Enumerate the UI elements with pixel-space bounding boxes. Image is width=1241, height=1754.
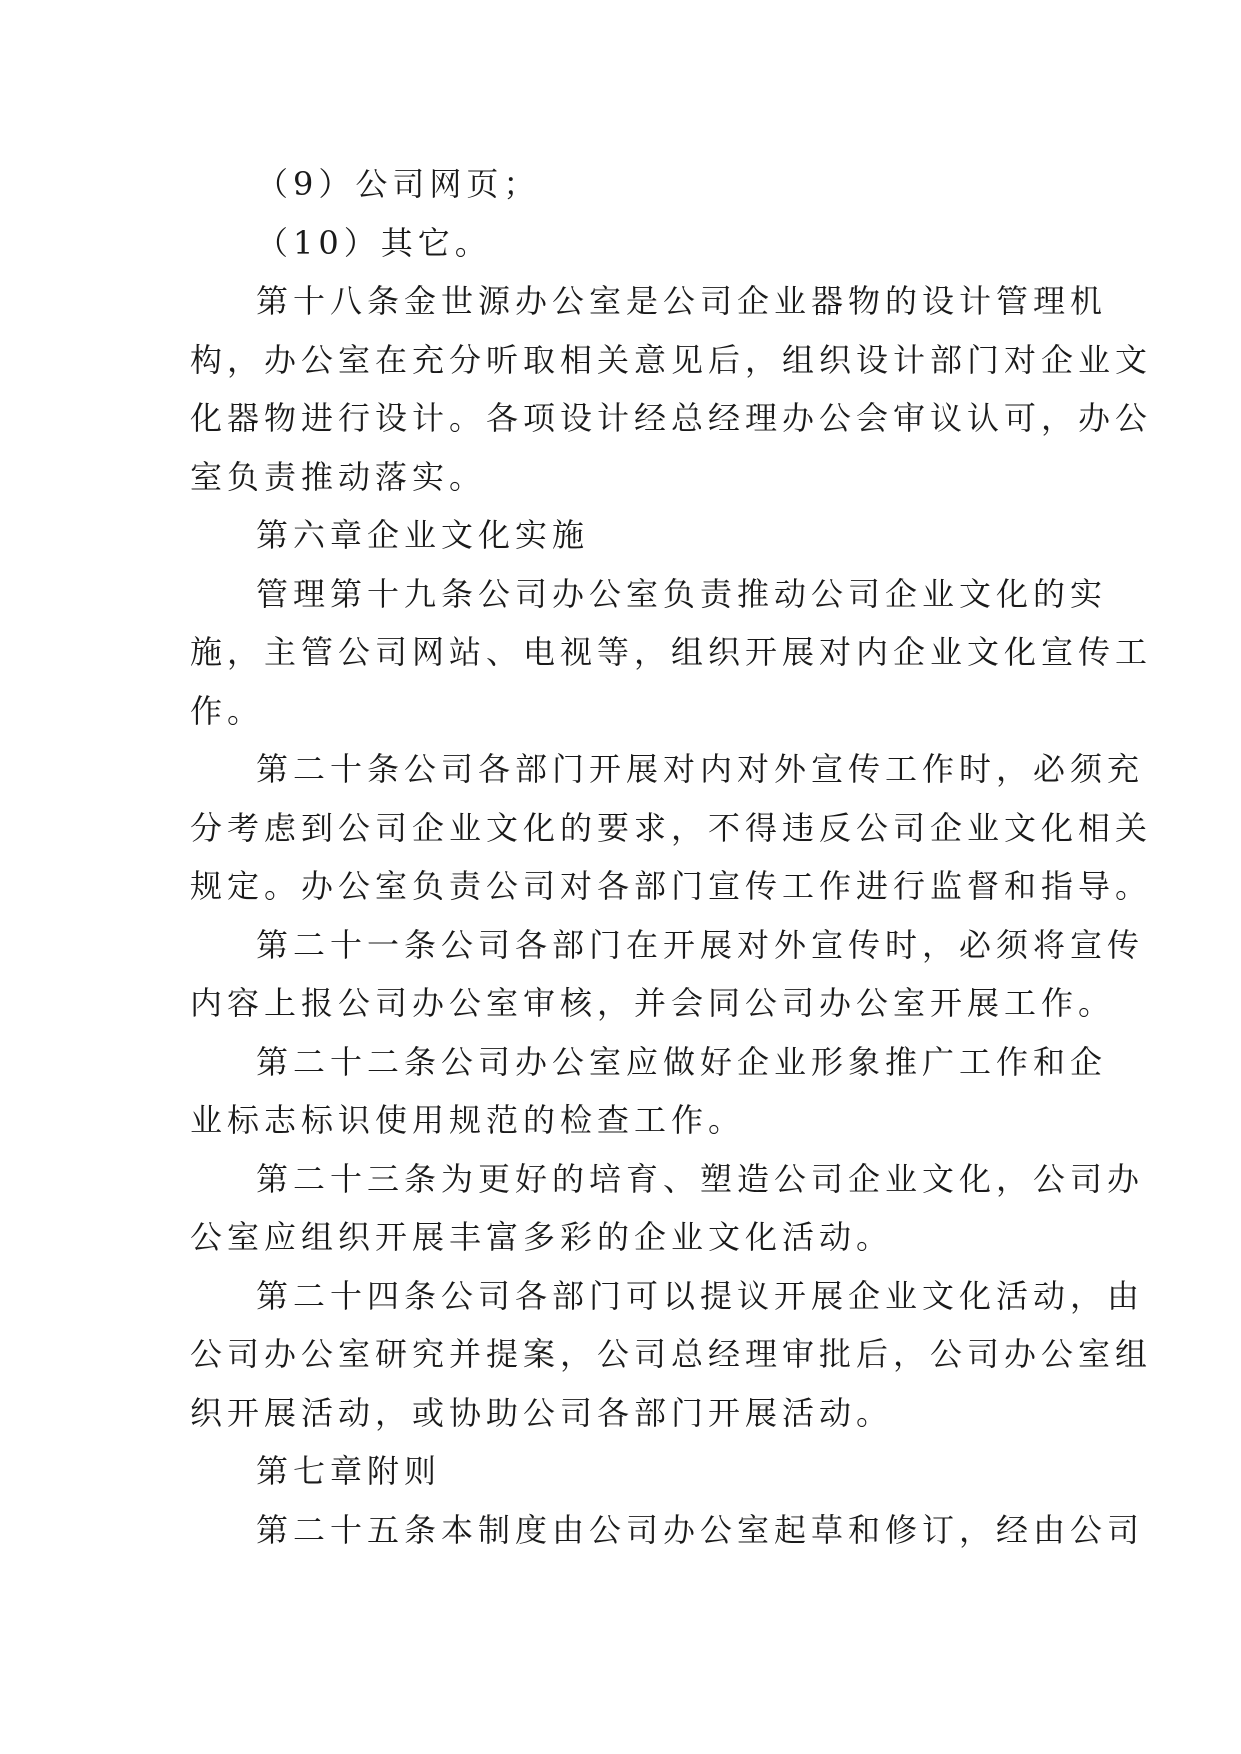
chapter-6-heading: 第六章企业文化实施 (256, 516, 590, 554)
article-22-line-1: 第二十二条公司办公室应做好企业形象推广工作和企 (256, 1042, 1108, 1081)
document-body (190, 155, 1153, 1559)
article-18-line-3: 化器物进行设计。各项设计经总经理办公会审议认可，办公 (190, 399, 1153, 437)
article-18-line-1: 第十八条金世源办公室是公司企业器物的设计管理机 (256, 282, 1108, 320)
article-24-line-2: 公司办公室研究并提案，公司总经理审批后，公司办公室组 (190, 1335, 1153, 1373)
article-24-line-1: 第二十四条公司各部门可以提议开展企业文化活动，由 (256, 1276, 1145, 1315)
article-18-line-2: 构，办公室在充分听取相关意见后，组织设计部门对企业文 (190, 340, 1153, 379)
article-18-line-4: 室负责推动落实。 (190, 457, 487, 496)
list-item-10: （10）其它。 (256, 223, 492, 262)
chapter-7-heading: 第七章附则 (256, 1452, 442, 1490)
article-23-line-2: 公室应组织开展丰富多彩的企业文化活动。 (190, 1218, 894, 1256)
article-20-line-3: 规定。办公室负责公司对各部门宣传工作进行监督和指导。 (190, 867, 1153, 905)
article-25-line-1: 第二十五条本制度由公司办公室起草和修订，经由公司 (256, 1510, 1145, 1549)
article-21-line-1: 第二十一条公司各部门在开展对外宣传时，必须将宣传 (256, 925, 1145, 964)
article-19-line-2: 施，主管公司网站、电视等，组织开展对内企业文化宣传工 (190, 633, 1153, 671)
article-21-line-2: 内容上报公司办公室审核，并会同公司办公室开展工作。 (190, 984, 1116, 1022)
article-19-line-3: 作。 (190, 691, 265, 730)
article-20-line-1: 第二十条公司各部门开展对内对外宣传工作时，必须充 (256, 750, 1145, 788)
list-item-9: （9）公司网页； (256, 165, 541, 203)
article-23-line-1: 第二十三条为更好的培育、塑造公司企业文化，公司办 (256, 1159, 1145, 1198)
article-22-line-2: 业标志标识使用规范的检查工作。 (190, 1101, 746, 1139)
article-20-line-2: 分考虑到公司企业文化的要求，不得违反公司企业文化相关 (190, 808, 1153, 847)
article-19-line-1: 管理第十九条公司办公室负责推动公司企业文化的实 (256, 574, 1108, 613)
article-24-line-3: 织开展活动，或协助公司各部门开展活动。 (190, 1393, 894, 1432)
